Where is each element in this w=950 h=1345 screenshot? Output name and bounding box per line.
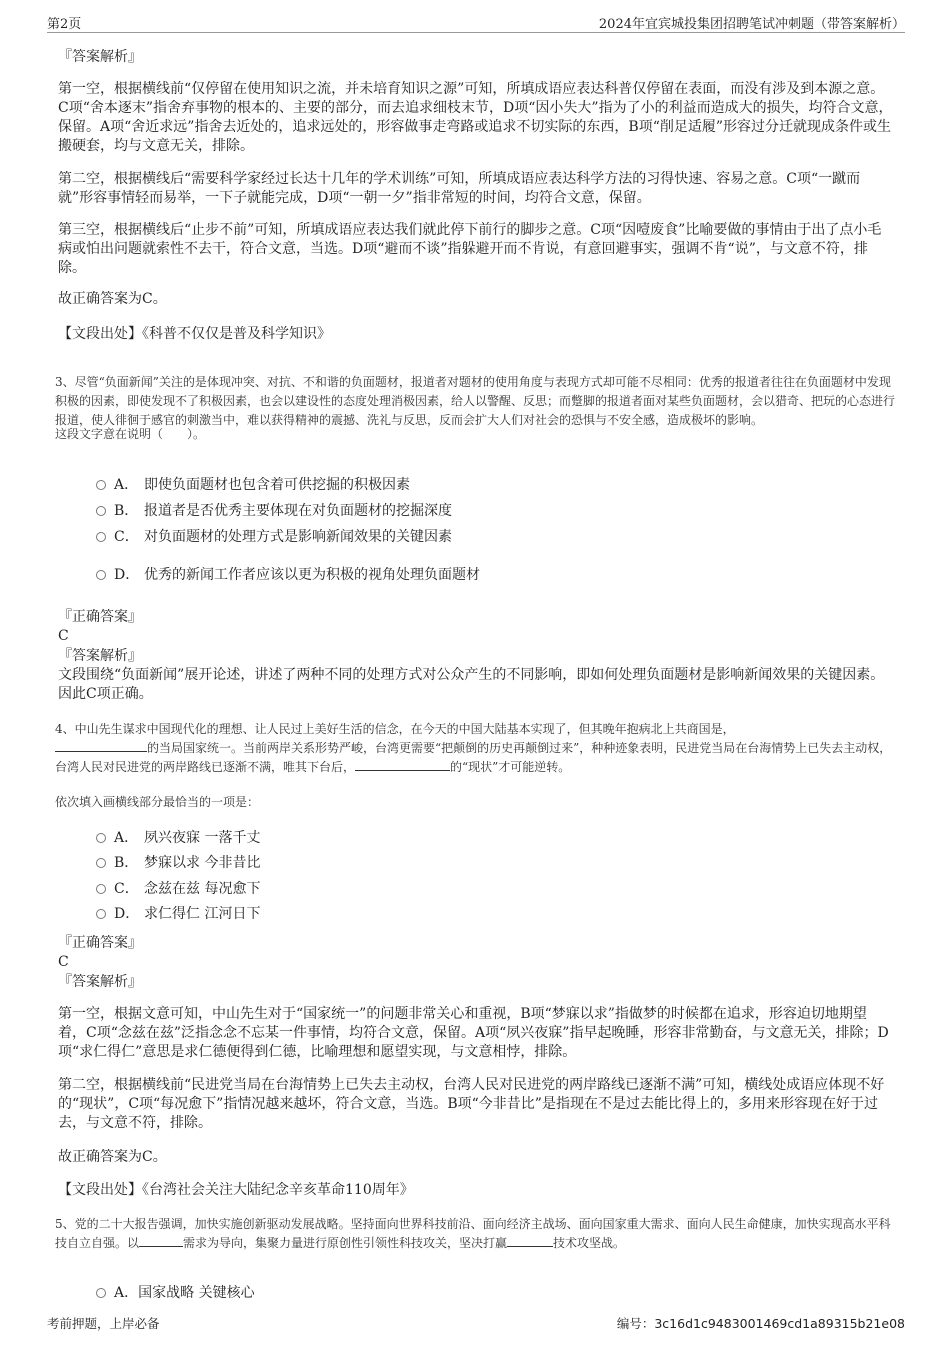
radio-button[interactable] (96, 532, 106, 542)
radio-button[interactable] (96, 833, 106, 843)
radio-button[interactable] (96, 884, 106, 894)
document-title: 2024年宜宾城投集团招聘笔试冲刺题（带答案解析） (598, 17, 905, 32)
page-footer (47, 1314, 905, 1334)
q4-conclusion: 故正确答案为C。 (58, 1149, 167, 1165)
q2-analysis-para3: 第三空，根据横线后“止步不前”可知，所填成语应表达我们就此停下前行的脚步之意。C项“因噎废食”比喻要做的事情由于出了点小毛病或怕出问题就索性不去干，符合文意，当选。D项“避而不谈”指躲避开而不肯说，有意回避事实，强调不肯“说”，与文意不符，排除。 (58, 222, 882, 276)
q4-option-b[interactable]: B． 梦寐以求 今非昔比 (96, 853, 260, 873)
blank-line (355, 758, 450, 771)
q2-analysis-para2: 第二空，根据横线后“需要科学家经过长达十几年的学术训练”可知，所填成语应表达科学方法的习得快速、容易之意。C项“一蹴而就”形容事情轻而易举，一下子就能完成，D项“一朝一夕”指非常短的时间，均符合文意，保留。 (58, 171, 861, 206)
q2-conclusion: 故正确答案为C。 (58, 291, 167, 307)
blank-line (507, 1234, 553, 1247)
radio-button[interactable] (96, 570, 106, 580)
footer-code: 编号：3c16d1c9483001469cd1a89315b21e08 (616, 1316, 905, 1331)
q3-stem: 3、尽管“负面新闻”关注的是体现冲突、对抗、不和谐的负面题材，报道者对题材的使用角度与表现方式却可能不尽相同：优秀的报道者往往在负面题材中发现积极的因素，即使发现不了积极因素，也会以建设性的态度处理消极因素，给人以警醒、反思；而蹩脚的报道者面对某些负面题材，会以猎奇、把玩的心态进行报道，使人徘徊于感官的刺激当中，难以获得精神的震撼、洗礼与反思，反而会扩大人们对社会的恐惧与不安全感，造成极坏的影响。 (55, 375, 896, 427)
q3-option-b[interactable]: B． 报道者是否优秀主要体现在对负面题材的挖掘深度 (96, 501, 452, 521)
q4-option-d[interactable]: D． 求仁得仁 江河日下 (96, 904, 260, 924)
radio-button[interactable] (96, 1288, 106, 1298)
q3-option-a[interactable]: A． 即使负面题材也包含着可供挖掘的积极因素 (96, 475, 410, 495)
radio-button[interactable] (96, 909, 106, 919)
q4-option-a[interactable]: A． 夙兴夜寐 一落千丈 (96, 828, 260, 848)
page-number: 第2页 (47, 17, 82, 32)
blank-line (55, 739, 147, 752)
radio-button[interactable] (96, 506, 106, 516)
q3-option-d[interactable]: D． 优秀的新闻工作者应该以更为积极的视角处理负面题材 (96, 565, 480, 585)
blank-line (139, 1234, 183, 1247)
q3-answer: C (58, 628, 69, 644)
q3-answer-label: 『正确答案』 (58, 609, 142, 625)
q5-stem: 5、党的二十大报告强调，加快实施创新驱动发展战略。坚持面向世界科技前沿、面向经济主战场、面向国家重大需求、面向人民生命健康，加快实现高水平科技自立自强。以 需求为导向，集聚力量进行原创性引领性科技攻关，坚决打赢 技术攻坚战。 (55, 1217, 891, 1250)
page-header (47, 10, 905, 33)
q4-analysis-label: 『答案解析』 (58, 974, 142, 990)
q2-source: 【文段出处】《科普不仅仅是普及科学知识》 (58, 326, 331, 342)
q3-analysis-label: 『答案解析』 (58, 648, 142, 664)
q3-prompt: 这段文字意在说明（ ）。 (55, 427, 206, 441)
radio-button[interactable] (96, 858, 106, 868)
q2-analysis-para1: 第一空，根据横线前“仅停留在使用知识之流，并未培育知识之源”可知，所填成语应表达科普仅停留在表面，而没有涉及到本源之意。C项“舍本逐末”指舍弃事物的根本的、主要的部分，而去追求细枝末节，D项“因小失大”指为了小的利益而造成大的损失，均符合文意，保留。A项“舍近求远”指舍去近处的，追求远处的，形容做事走弯路或追求不切实际的东西，B项“削足适履”形容过分迁就现成条件或生搬硬套，均与文意无关，排除。 (58, 81, 893, 154)
q4-answer: C (58, 954, 69, 970)
q2-analysis-label: 『答案解析』 (58, 49, 142, 65)
q3-analysis: 文段围绕“负面新闻”展开论述，讲述了两种不同的处理方式对公众产生的不同影响，即如何处理负面题材是影响新闻效果的关键因素。因此C项正确。 (58, 667, 885, 702)
q4-analysis-para1: 第一空，根据文意可知，中山先生对于“国家统一”的问题非常关心和重视，B项“梦寐以求”指做梦的时候都在追求，形容迫切地期望着，C项“念兹在兹”泛指念念不忘某一件事情，均符合文意，保留。A项“夙兴夜寐”指早起晚睡，形容非常勤奋，与文意无关，排除；D项“求仁得仁”意思是求仁德便得到仁德，比喻理想和愿望实现，与文意相悖，排除。 (58, 1006, 889, 1060)
q4-option-c[interactable]: C． 念兹在兹 每况愈下 (96, 879, 260, 899)
footer-slogan: 考前押题，上岸必备 (47, 1316, 160, 1331)
q4-stem: 4、中山先生谋求中国现代化的理想、让人民过上美好生活的信念，在今天的中国大陆基本实现了，但其晚年抱病北上共商国是， 的当局国家统一。当前两岸关系形势严峻，台湾更需要“把颠倒的历史再颠倒过来”，种种迹象表明，民进党当局在台海情势上已失去主动权，台湾人民对民进党的两岸路线已逐渐不满，唯其下台后， 的“现状”才可能逆转。 (55, 722, 892, 774)
q4-source: 【文段出处】《台湾社会关注大陆纪念辛亥革命110周年》 (58, 1182, 414, 1198)
q4-prompt: 依次填入画横线部分最恰当的一项是： (55, 795, 260, 809)
radio-button[interactable] (96, 480, 106, 490)
q4-analysis-para2: 第二空，根据横线前“民进党当局在台海情势上已失去主动权，台湾人民对民进党的两岸路线已逐渐不满”可知，横线处成语应体现不好的“现状”，C项“每况愈下”指情况越来越坏，符合文意，当选。B项“今非昔比”是指现在不是过去能比得上的，多用来形容现在好于过去，与文意不符，排除。 (58, 1077, 885, 1131)
q5-option-a[interactable]: A．国家战略 关键核心 (96, 1283, 255, 1303)
q4-answer-label: 『正确答案』 (58, 935, 142, 951)
q3-option-c[interactable]: C． 对负面题材的处理方式是影响新闻效果的关键因素 (96, 527, 452, 547)
